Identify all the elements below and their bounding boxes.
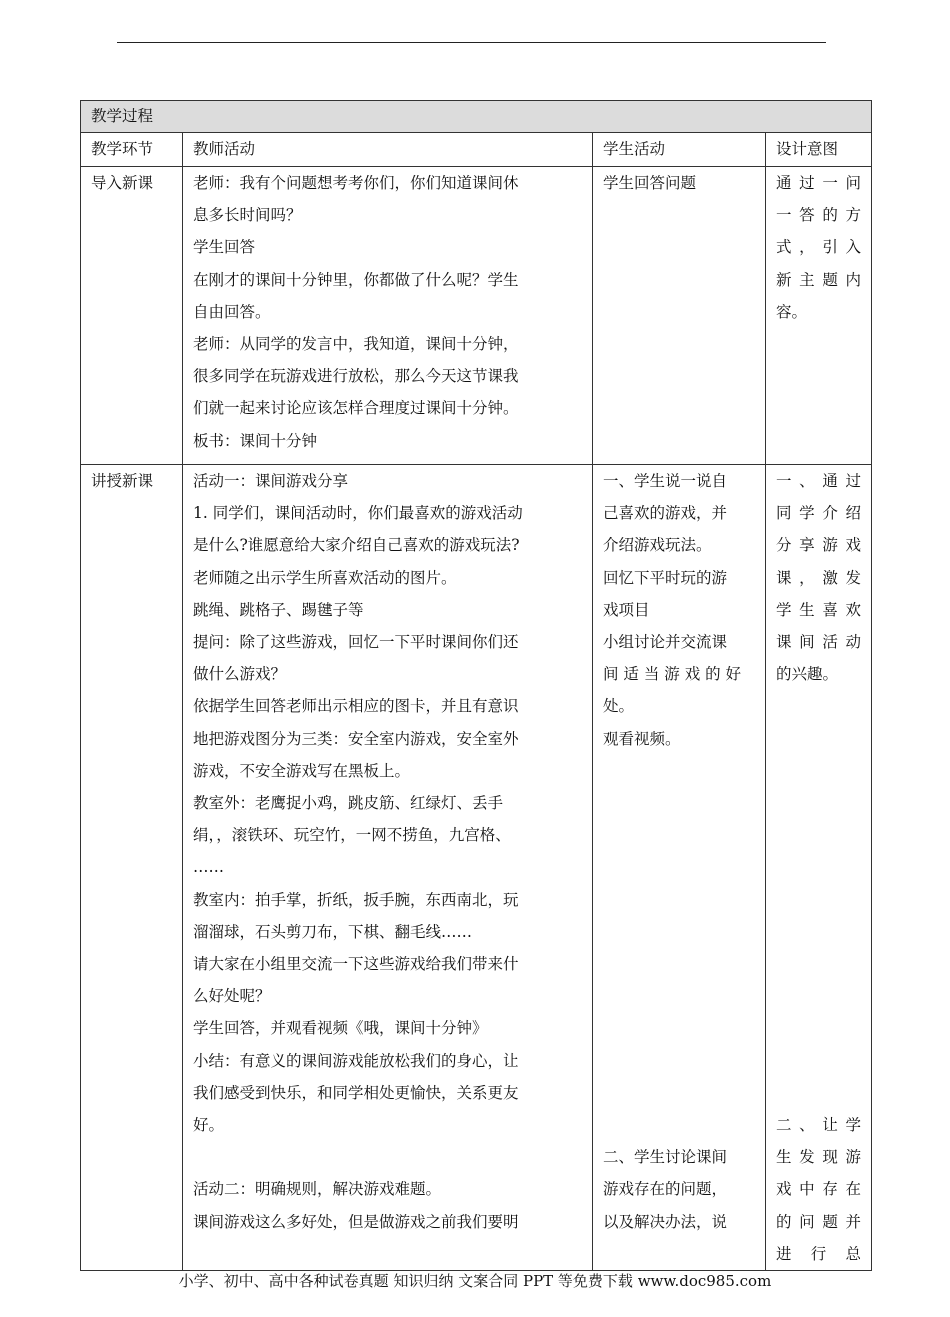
text-line: 以及解决办法，说 <box>603 1212 728 1231</box>
text-line: 是什么?谁愿意给大家介绍自己喜欢的游戏玩法? <box>193 536 520 555</box>
text-line: 的 问 题 并 <box>776 1212 862 1231</box>
text-line: 我们感受到快乐，和同学相处更愉快，关系更友 <box>193 1083 519 1102</box>
text-line: 好。 <box>193 1116 225 1135</box>
text-line: 学生回答，并观看视频《哦，课间十分钟》 <box>193 1019 488 1038</box>
text-line: 课间游戏这么多好处，但是做游戏之前我们要明 <box>193 1212 519 1231</box>
stage-intro: 导入新课 <box>81 167 183 465</box>
text-line: 活动二：明确规则，解决游戏难题。 <box>193 1180 442 1199</box>
text-line: 式 ， 引 入 <box>776 238 862 257</box>
text-line: 小组讨论并交流课 <box>603 633 728 652</box>
blank-line <box>193 1141 582 1173</box>
text-line: 游戏存在的问题， <box>603 1180 728 1199</box>
text-line: 回忆下平时玩的游 <box>603 568 728 587</box>
text-line: 依据学生回答老师出示相应的图卡，并且有意识 <box>193 697 519 716</box>
text-line: 课 ， 激 发 <box>776 568 862 587</box>
text-line: 溜溜球，石头剪刀布，下棋、翻毛线…… <box>193 922 473 941</box>
header-rule <box>117 42 826 43</box>
column-header-teacher: 教师活动 <box>183 133 593 167</box>
text-line: 小结：有意义的课间游戏能放松我们的身心，让 <box>193 1051 519 1070</box>
text-line: 己喜欢的游戏，并 <box>603 504 728 523</box>
text-line: 处。 <box>603 697 635 716</box>
stage-new-lesson: 讲授新课 <box>81 465 183 1271</box>
text-line: 戏项目 <box>603 600 650 619</box>
text-line: 间 适 当 游 戏 的 好 <box>603 665 742 684</box>
text-line: 息多长时间吗？ <box>193 206 302 225</box>
text-line: 学生回答问题 <box>603 174 697 192</box>
text-line: 学 生 喜 欢 <box>776 600 862 619</box>
text-line: 课 间 活 动 <box>776 633 862 652</box>
text-line: 地把游戏图分为三类：安全室内游戏，安全室外 <box>193 729 519 748</box>
text-line: 老师：我有个问题想考考你们，你们知道课间休 <box>193 174 519 192</box>
text-line: 一 、 通 过 <box>776 472 862 490</box>
text-line: 1. 同学们，课间活动时，你们最喜欢的游戏活动 <box>193 504 523 523</box>
text-line: 的兴趣。 <box>776 665 839 684</box>
text-line: 通 过 一 问 <box>776 174 862 192</box>
column-header-row <box>81 133 872 167</box>
text-line: 容。 <box>776 302 808 321</box>
table-title: 教学过程 <box>81 101 872 133</box>
text-line: 一、学生说一说自 <box>603 472 728 490</box>
column-header-stage: 教学环节 <box>81 133 183 167</box>
text-line: 在刚才的课间十分钟里，你都做了什么呢？学生 <box>193 270 519 289</box>
text-line: 同 学 介 绍 <box>776 504 862 523</box>
text-line: 很多同学在玩游戏进行放松，那么今天这节课我 <box>193 367 519 386</box>
student-activity-intro <box>593 167 766 465</box>
text-line: 活动一：课间游戏分享 <box>193 472 349 490</box>
student-activity-new-lesson <box>593 465 766 1271</box>
text-line: 新 主 题 内 <box>776 270 862 289</box>
text-line: 一 答 的 方 <box>776 206 862 225</box>
text-line: 戏 中 存 在 <box>776 1180 862 1199</box>
design-intent-new-lesson <box>766 465 872 1271</box>
teacher-activity-new-lesson <box>183 465 593 1271</box>
text-line: 生 发 现 游 <box>776 1148 862 1167</box>
text-line: 游戏，不安全游戏写在黑板上。 <box>193 761 411 780</box>
text-line: 么好处呢？ <box>193 987 271 1006</box>
text-line: 进 行 总 <box>776 1244 862 1263</box>
text-line: 二 、 让 学 <box>776 1116 862 1135</box>
text-line: 提问：除了这些游戏，回忆一下平时课间你们还 <box>193 633 519 652</box>
text-line: 老师随之出示学生所喜欢活动的图片。 <box>193 568 457 587</box>
blank-gap <box>776 690 861 1109</box>
lesson-table <box>80 100 872 1271</box>
text-line: …… <box>193 858 224 877</box>
text-line: 教室外：老鹰捉小鸡，跳皮筋、红绿灯、丢手 <box>193 794 504 813</box>
text-line: 观看视频。 <box>603 729 681 748</box>
text-line: 自由回答。 <box>193 302 271 321</box>
text-line: 绢，，滚铁环、玩空竹，一网不捞鱼，九宫格、 <box>193 826 511 845</box>
text-line: 做什么游戏？ <box>193 665 287 684</box>
text-line: 二、学生讨论课间 <box>603 1148 728 1167</box>
text-line: 板书：课间十分钟 <box>193 431 318 450</box>
table-row-intro <box>81 167 872 465</box>
text-line: 分 享 游 戏 <box>776 536 862 555</box>
blank-gap <box>603 755 755 1141</box>
table-row-new-lesson <box>81 465 872 1271</box>
text-line: 学生回答 <box>193 238 256 257</box>
column-header-student: 学生活动 <box>593 133 766 167</box>
text-line: 教室内：拍手掌，折纸，扳手腕，东西南北，玩 <box>193 890 519 909</box>
column-header-intent: 设计意图 <box>766 133 872 167</box>
text-line: 介绍游戏玩法。 <box>603 536 712 555</box>
design-intent-intro <box>766 167 872 465</box>
text-line: 跳绳、跳格子、踢毽子等 <box>193 600 364 619</box>
teacher-activity-intro <box>183 167 593 465</box>
table-title-row <box>81 101 872 133</box>
page-footer: 小学、初中、高中各种试卷真题 知识归纳 文案合同 PPT 等免费下载 www.doc985.com <box>178 1272 772 1290</box>
text-line: 老师：从同学的发言中，我知道，课间十分钟， <box>193 335 519 354</box>
text-line: 们就一起来讨论应该怎样合理度过课间十分钟。 <box>193 399 519 418</box>
text-line: 请大家在小组里交流一下这些游戏给我们带来什 <box>193 955 519 974</box>
